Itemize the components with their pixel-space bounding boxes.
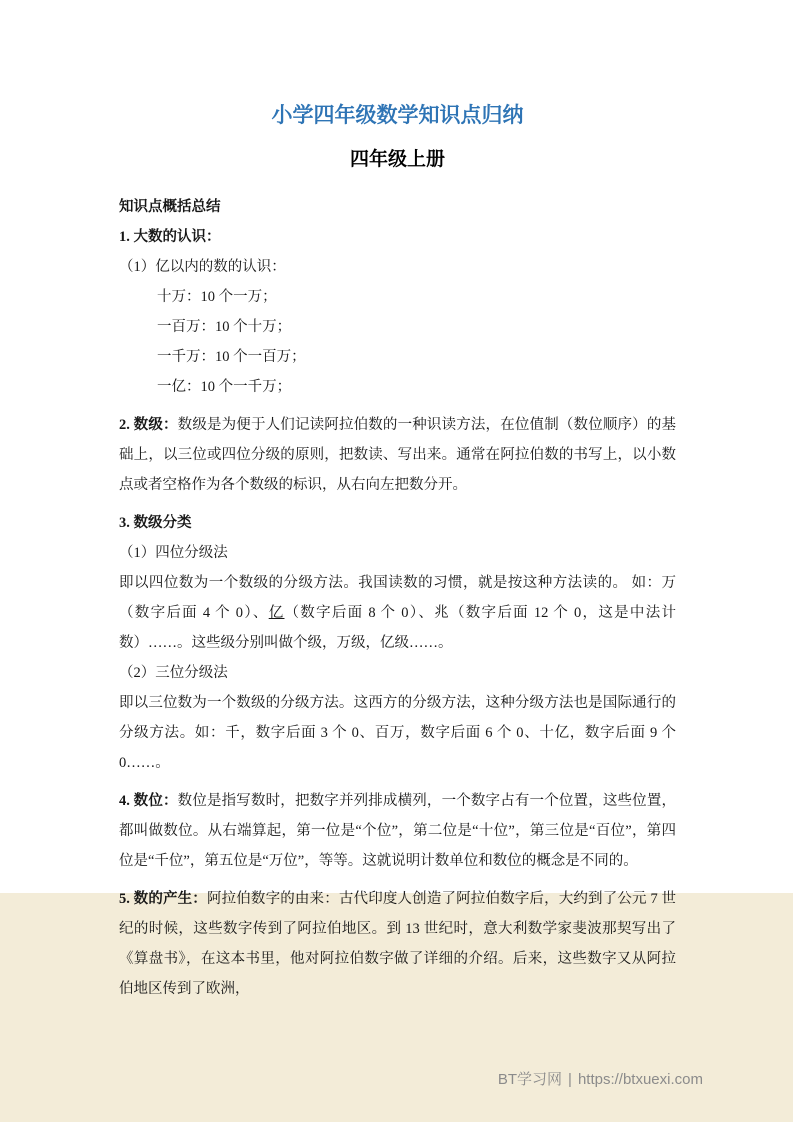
item5-label: 5. 数的产生： <box>119 890 207 907</box>
document-title: 小学四年级数学知识点归纳 <box>271 103 524 127</box>
item3-sub1-body-end: （数字后面 8 个 0）、兆（数字后面 12 个 0，这是中法计数）……。这些级分别叫做个级，万级，亿级……。 <box>119 604 677 651</box>
item4-paragraph <box>119 786 676 876</box>
item3-sub1-body-start: 即以四位数为一个数级的分级方法。我国读数的习惯，就是按这种方法读的。 如：万（数字后面 4 个 0）、 <box>119 574 676 621</box>
footer-url-link[interactable]: https://btxuexi.com <box>577 1071 703 1088</box>
item2-paragraph <box>119 410 676 500</box>
definition-line-3: 一千万：10 个一百万； <box>157 348 306 365</box>
definition-line-2: 一百万：10 个十万； <box>157 318 292 335</box>
item4-body: 数位是指写数时，把数字并列排成横列，一个数字占有一个位置，这些位置，都叫做数位。从右端算起，第一位是“个位”，第二位是“十位”，第三位是“百位”，第四位是“千位”，第五位是“万位”，等等。这就说明计数单位和数位的概念是不同的。 <box>119 792 677 869</box>
item2-label: 2. 数级： <box>119 416 178 433</box>
item3-underlined-char: 亿 <box>268 604 285 621</box>
item1-subheading: （1）亿以内的数的认识： <box>119 258 286 275</box>
item3-sub2-heading: （2）三位分级法 <box>119 664 228 681</box>
section-heading: 知识点概括总结 <box>119 198 221 215</box>
item4-label: 4. 数位： <box>119 792 178 809</box>
item1-heading: 1. 大数的认识： <box>119 228 221 245</box>
item2-body: 数级是为便于人们记读阿拉伯数的一种识读方法，在位值制（数位顺序）的基础上，以三位或四位分级的原则，把数读、写出来。通常在阿拉伯数的书写上，以小数点或者空格作为各个数级的标识，从右向左把数分开。 <box>119 416 677 493</box>
footer-site-name: BT学习网 <box>497 1071 563 1088</box>
item3-heading: 3. 数级分类 <box>119 514 192 531</box>
footer-watermark <box>498 1068 703 1089</box>
item5-paragraph <box>119 884 676 1004</box>
item5-body: 阿拉伯数字的由来：古代印度人创造了阿拉伯数字后，大约到了公元 7 世纪的时候，这些数字传到了阿拉伯地区。到 13 世纪时，意大利数学家斐波那契写出了《算盘书》，在这本书里，他对阿拉伯数字做了详细的介绍。后来，这些数字又从阿拉伯地区传到了欧洲， <box>119 890 677 997</box>
document-subtitle: 四年级上册 <box>349 149 445 171</box>
definition-line-4: 一亿：10 个一千万； <box>157 378 292 395</box>
item3-sub1-paragraph <box>119 568 676 658</box>
definition-line-1: 十万：10 个一万； <box>157 288 277 305</box>
item3-sub2-paragraph: 即以三位数为一个数级的分级方法。这西方的分级方法，这种分级方法也是国际通行的分级方法。如：千，数字后面 3 个 0、百万，数字后面 6 个 0、十亿，数字后面 9 个 0……。 <box>119 694 676 771</box>
footer-divider: | <box>568 1071 572 1088</box>
item3-sub1-heading: （1）四位分级法 <box>119 544 228 561</box>
